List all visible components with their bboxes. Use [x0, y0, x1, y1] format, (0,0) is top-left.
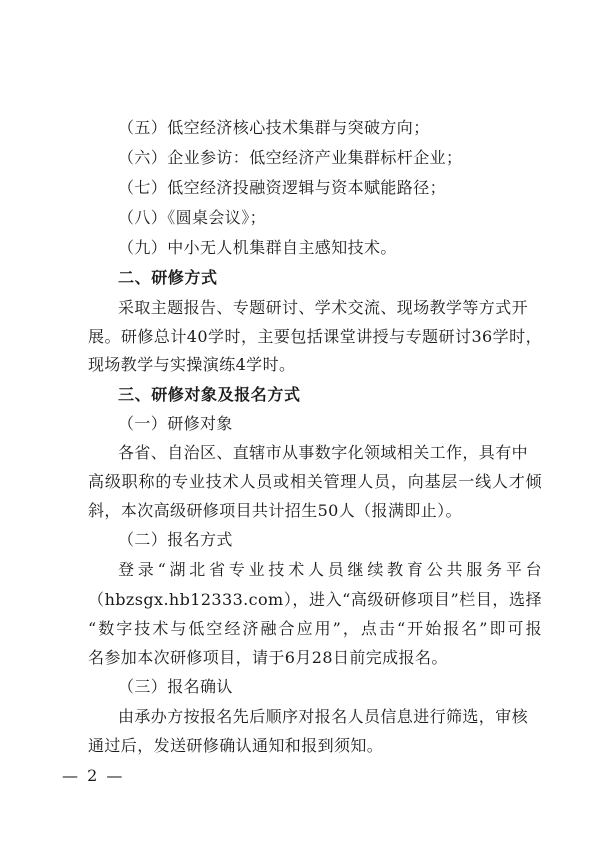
section-heading-3: 三、研修对象及报名方式 [118, 385, 301, 404]
paragraph-line: 登录“湖北省专业技术人员继续教育公共服务平台 [118, 560, 542, 579]
paragraph-line: 各省、自治区、直辖市从事数字化领域相关工作，具有中 [118, 443, 529, 462]
paragraph-line: （hbzsgx.hb12333.com），进入“高级研修项目”栏目，选择 [88, 590, 542, 609]
paragraph-line: “数字技术与低空经济融合应用”，点击“开始报名”即可报 [88, 619, 542, 638]
list-item-6: （六）企业参访：低空经济产业集群标杆企业； [118, 148, 463, 167]
list-item-5: （五）低空经济核心技术集群与突破方向； [118, 118, 430, 137]
paragraph-line: 通过后，发送研修确认通知和报到须知。 [88, 736, 384, 755]
subsection-heading-3: （三）报名确认 [118, 677, 233, 696]
page-number: — 2 — [62, 766, 125, 785]
paragraph-line: 斜，本次高级研修项目共计招生50人（报满即止）。 [88, 501, 462, 520]
paragraph-line: 采取主题报告、专题研讨、学术交流、现场教学等方式开 [118, 298, 529, 317]
subsection-heading-1: （一）研修对象 [118, 414, 233, 433]
paragraph-line: 名参加本次研修项目，请于6月28日前完成报名。 [88, 648, 448, 667]
paragraph-line: 由承办方按报名先后顺序对报名人员信息进行筛选，审核 [118, 707, 529, 726]
section-heading-2: 二、研修方式 [118, 268, 218, 287]
list-item-9: （九）中小无人机集群自主感知技术。 [118, 238, 397, 257]
list-item-8: （八）《圆桌会议》； [118, 208, 267, 227]
paragraph-line: 现场教学与实操演练4学时。 [88, 355, 296, 374]
paragraph-line: 高级职称的专业技术人员或相关管理人员，向基层一线人才倾 [88, 472, 542, 491]
list-item-7: （七）低空经济投融资逻辑与资本赋能路径； [118, 178, 447, 197]
subsection-heading-2: （二）报名方式 [118, 530, 233, 549]
paragraph-line: 展。研修总计40学时，主要包括课堂讲授与专题研讨36学时， [88, 327, 542, 346]
